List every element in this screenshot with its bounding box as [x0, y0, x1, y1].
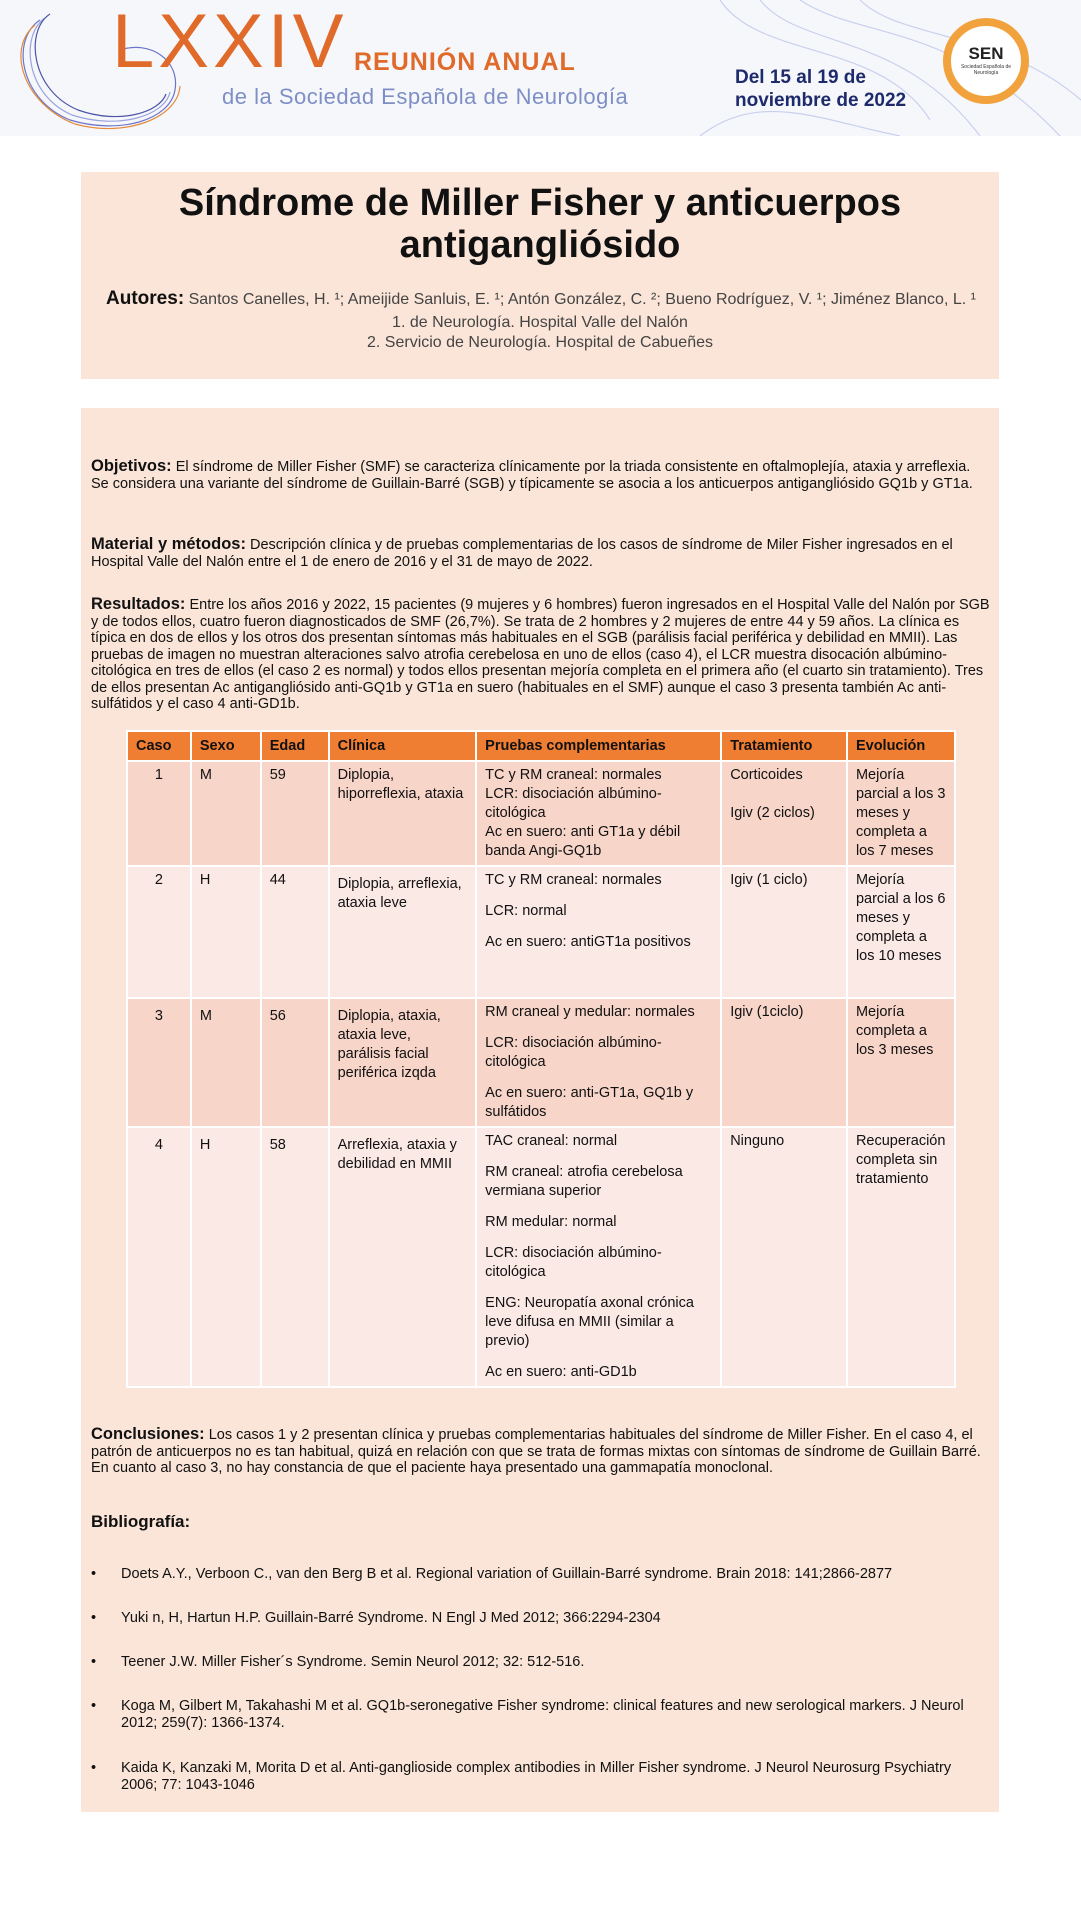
header-evolucion: Evolución [847, 731, 955, 761]
header-clinica: Clínica [329, 731, 477, 761]
cell-sexo: H [191, 1127, 261, 1387]
cell-clinica: Diplopia, hiporreflexia, ataxia [329, 761, 477, 866]
bullet-icon: • [91, 1654, 97, 1670]
pruebas-item: RM craneal: atrofia cerebelosa vermiana superior [485, 1164, 683, 1199]
pruebas-item: LCR: disociación albúmino-citológica [485, 1035, 662, 1070]
cell-tratamiento [721, 998, 847, 1127]
sen-logo-text: SEN [968, 44, 1004, 63]
dates-line-2: noviembre de 2022 [735, 90, 907, 111]
cell-evolucion: Mejoría parcial a los 3 meses y completa a los 7 meses [847, 761, 955, 866]
cell-evolucion: Mejoría parcial a los 6 meses y completa a los 10 meses [847, 866, 955, 998]
table-row [127, 761, 955, 866]
bullet-icon: • [91, 1610, 97, 1626]
title-panel [81, 172, 999, 379]
cell-tratamiento [721, 866, 847, 998]
bullet-icon: • [91, 1566, 97, 1582]
material-heading: Material y métodos: [91, 535, 246, 553]
resultados-text: Entre los años 2016 y 2022, 15 pacientes (9 mujeres y 6 hombres) fueron ingresados en el Hospital Valle del Nalón por SGB y de todos ellos, cuatro fueron diagnosticados de SMF (26,7%). Se trata de 2 hombres y 2 mujeres de entre 44 y 59 años. La clínica es típica en dos de ellos y los otros dos presentan síntomas más habituales en el SGB (parálisis facial periférica y debilidad en MMII). Las pruebas de imagen no muestran alteraciones salvo atrofia cerebelosa en uno de ellos (caso 4), el LCR muestra disocación albúmino-citológica en tres de ellos (el caso 2 es normal) y todos ellos presentan mejoría completa en el primera año (el cuarto sin tratamiento). Tres de ellos presentan Ac antigangliósido anti-GQ1b y GT1a en suero (habituales en el SMF) aunque el caso 3 presenta también Ac anti-sulfátidos y el caso 4 anti-GD1b. [91, 597, 990, 712]
pruebas-item: TAC craneal: normal [485, 1133, 618, 1149]
tratamiento-item: Ninguno [730, 1133, 785, 1149]
bibliography-text: Doets A.Y., Verboon C., van den Berg B et al. Regional variation of Guillain-Barré syndrome. Brain 2018: 141;2866-2877 [121, 1566, 893, 1582]
cell-evolucion: Mejoría completa a los 3 meses [847, 998, 955, 1127]
cell-pruebas [476, 1127, 721, 1387]
cell-caso: 4 [127, 1127, 191, 1387]
cell-clinica: Diplopia, arreflexia, ataxia leve [329, 866, 477, 998]
header-pruebas: Pruebas complementarias [476, 731, 721, 761]
pruebas-item: TC y RM craneal: normales [485, 872, 662, 888]
cell-clinica: Diplopia, ataxia, ataxia leve, parálisis facial periférica izqda [329, 998, 477, 1127]
objetivos-text: El síndrome de Miller Fisher (SMF) se caracteriza clínicamente por la triada consistente en oftalmoplejía, ataxia y arreflexia. Se considera una variante del síndrome de Guillain-Barré (SGB) y típicamente se asocia a los anticuerpos antigangliósido GQ1b y GT1a. [91, 459, 973, 492]
bibliography-text: Kaida K, Kanzaki M, Morita D et al. Anti-ganglioside complex antibodies in Miller Fisher syndrome. J Neurol Neurosurg Psychiatry 2006; 77: 1043-1046 [121, 1760, 952, 1793]
cell-caso: 1 [127, 761, 191, 866]
tratamiento-item: Igiv (1ciclo) [730, 1004, 804, 1020]
bibliography-item [91, 1698, 991, 1732]
material-text: Descripción clínica y de pruebas complementarias de los casos de síndrome de Miler Fisher ingresados en el Hospital Valle del Nalón entre el 1 de enero de 2016 y el 31 de mayo de 2022. [91, 537, 953, 570]
main-panel [81, 408, 999, 1812]
bibliography-item [91, 1610, 991, 1627]
resultados-section [91, 596, 991, 713]
tratamiento-item: Igiv (1 ciclo) [730, 872, 808, 888]
authors-label: Autores: [106, 288, 185, 309]
affiliation-2: 2. Servicio de Neurología. Hospital de Cabueñes [367, 334, 713, 351]
pruebas-item: LCR: normal [485, 903, 567, 919]
bibliography-item [91, 1566, 991, 1583]
authors-line [91, 288, 991, 310]
pruebas-item: TC y RM craneal: normales [485, 767, 662, 783]
cell-pruebas [476, 998, 721, 1127]
pruebas-item: Ac en suero: anti-GD1b [485, 1364, 637, 1380]
cell-clinica: Arreflexia, ataxia y debilidad en MMII [329, 1127, 477, 1387]
pruebas-item: Ac en suero: anti-GT1a, GQ1b y sulfátidos [485, 1085, 694, 1120]
conclusiones-text: Los casos 1 y 2 presentan clínica y pruebas complementarias habituales del síndrome de Miller Fisher. En el caso 4, el patrón de anticuerpos no es tan habitual, quizá en relación con que se trata de formas mixtas con síntomas de síndrome de Guillain Barré. En cuanto al caso 3, no hay constancia de que el paciente haya presentado una gammapatía monoclonal. [91, 1427, 981, 1476]
header-edad: Edad [261, 731, 329, 761]
bibliography-item [91, 1654, 991, 1671]
cell-sexo: H [191, 866, 261, 998]
bibliography-title: Bibliografía: [91, 1512, 191, 1531]
society-name: de la Sociedad Española de Neurología [222, 84, 629, 109]
cell-caso: 2 [127, 866, 191, 998]
table-header-row [127, 731, 955, 761]
bibliography-text: Koga M, Gilbert M, Takahashi M et al. GQ1b-seronegative Fisher syndrome: clinical features and new serological markers. J Neurol 2012; 259(7): 1366-1374. [121, 1698, 964, 1731]
table-row [127, 998, 955, 1127]
conclusiones-section [91, 1426, 991, 1477]
pruebas-item: Ac en suero: antiGT1a positivos [485, 934, 691, 950]
cell-edad: 56 [261, 998, 329, 1127]
sen-logo-subtext: Sociedad Española de Neurología [960, 64, 1012, 76]
affiliation-1: 1. de Neurología. Hospital Valle del Nalón [392, 314, 688, 331]
tratamiento-item: Corticoides [730, 767, 803, 783]
tratamiento-item: Igiv (2 ciclos) [730, 805, 815, 821]
cases-table [126, 730, 956, 1388]
bibliography-text: Yuki n, H, Hartun H.P. Guillain-Barré Syndrome. N Engl J Med 2012; 366:2294-2304 [121, 1610, 661, 1626]
pruebas-item: RM craneal y medular: normales [485, 1004, 695, 1020]
header-banner [0, 0, 1081, 136]
cell-tratamiento [721, 761, 847, 866]
pruebas-item: LCR: disociación albúmino-citológica [485, 786, 662, 821]
header-sexo: Sexo [191, 731, 261, 761]
header-caso: Caso [127, 731, 191, 761]
pruebas-item: LCR: disociación albúmino-citológica [485, 1245, 662, 1280]
edition-numeral: LXXIV [112, 0, 348, 84]
bibliography-text: Teener J.W. Miller Fisher´s Syndrome. Semin Neurol 2012; 32: 512-516. [121, 1654, 585, 1670]
table-row [127, 1127, 955, 1387]
cell-edad: 44 [261, 866, 329, 998]
cell-edad: 59 [261, 761, 329, 866]
cell-sexo: M [191, 761, 261, 866]
table-row [127, 866, 955, 998]
objetivos-heading: Objetivos: [91, 457, 172, 475]
cell-edad: 58 [261, 1127, 329, 1387]
event-name: REUNIÓN ANUAL [354, 48, 576, 76]
pruebas-item: ENG: Neuropatía axonal crónica leve difusa en MMII (similar a previo) [485, 1295, 694, 1349]
poster-title: Síndrome de Miller Fisher y anticuerpos antigangliósido [178, 182, 902, 266]
cell-pruebas [476, 761, 721, 866]
bullet-icon: • [91, 1760, 97, 1776]
authors-list: Santos Canelles, H. ¹; Ameijide Sanluis, E. ¹; Antón González, C. ²; Bueno Rodríguez, V. ¹; Jiménez Blanco, L. ¹ [188, 291, 976, 308]
cell-sexo: M [191, 998, 261, 1127]
cell-pruebas [476, 866, 721, 998]
header-tratamiento: Tratamiento [721, 731, 847, 761]
pruebas-item: Ac en suero: anti GT1a y débil banda Angi-GQ1b [485, 824, 681, 859]
material-section [91, 536, 991, 570]
conclusiones-heading: Conclusiones: [91, 1425, 205, 1443]
cell-evolucion: Recuperación completa sin tratamiento [847, 1127, 955, 1387]
pruebas-item: RM medular: normal [485, 1214, 617, 1230]
cell-tratamiento [721, 1127, 847, 1387]
cell-caso: 3 [127, 998, 191, 1127]
resultados-heading: Resultados: [91, 595, 186, 613]
dates-line-1: Del 15 al 19 de [735, 67, 866, 88]
objetivos-section [91, 458, 991, 492]
bullet-icon: • [91, 1698, 97, 1714]
event-dates [735, 66, 945, 112]
bibliography-item [91, 1760, 991, 1794]
